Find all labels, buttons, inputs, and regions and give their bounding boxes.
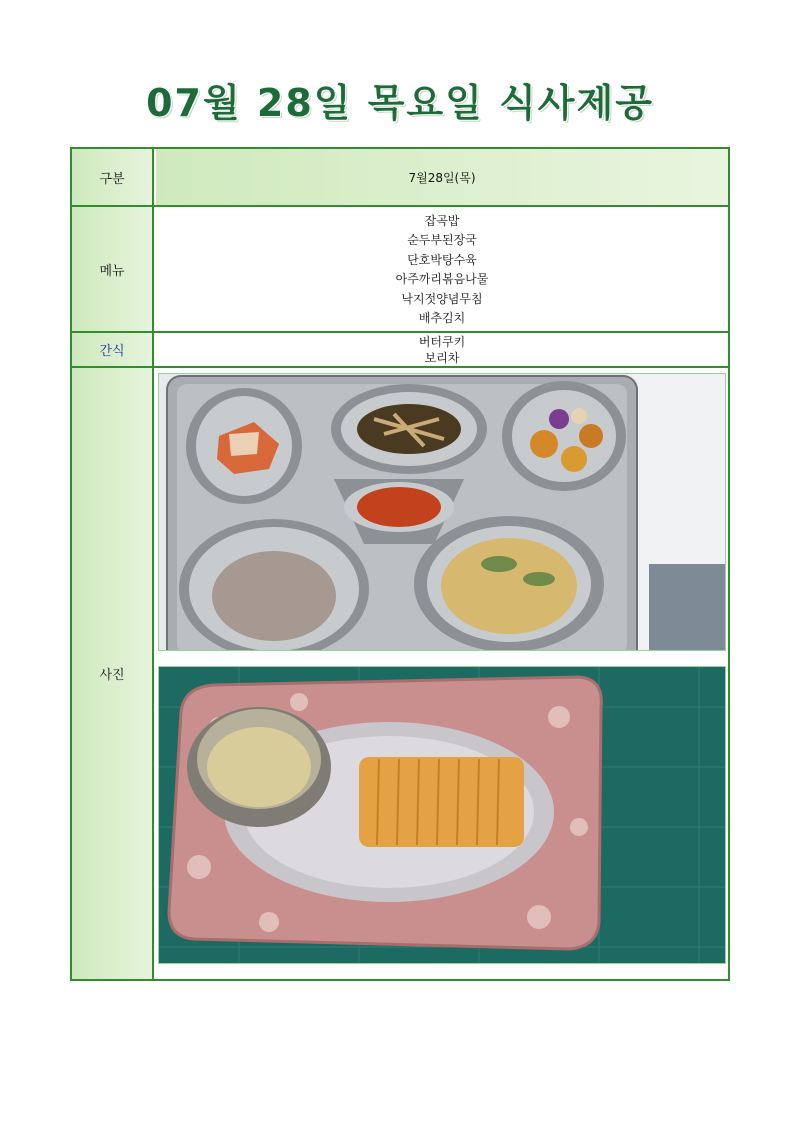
date-cell [156,149,728,205]
page-title: 07월 28일 목요일 식사제공 [146,81,654,125]
header-label: 구분 [72,149,154,205]
snack-list [156,333,728,366]
menu-list [156,207,728,331]
snack-item: 보리차 [424,350,460,365]
menu-item: 아주까리볶음나물 [395,272,489,287]
snack-label: 간식 [72,333,154,366]
snack-photo [158,666,726,964]
menu-item: 단호박탕수육 [407,252,477,267]
header-row [72,149,728,205]
photo-row [72,368,728,979]
menu-label: 메뉴 [72,207,154,331]
menu-item: 낙지젓양념무침 [401,291,483,306]
menu-item: 순두부된장국 [407,233,477,248]
snack-row [72,333,728,366]
meal-tray-photo [158,373,726,651]
snack-item: 버터쿠키 [418,334,466,349]
photo-label: 사진 [72,368,154,979]
menu-item: 배추김치 [418,311,466,326]
meal-table [70,147,730,981]
date-value: 7월28일(목) [408,170,476,185]
menu-item: 잡곡밥 [424,213,460,228]
menu-row [72,207,728,331]
